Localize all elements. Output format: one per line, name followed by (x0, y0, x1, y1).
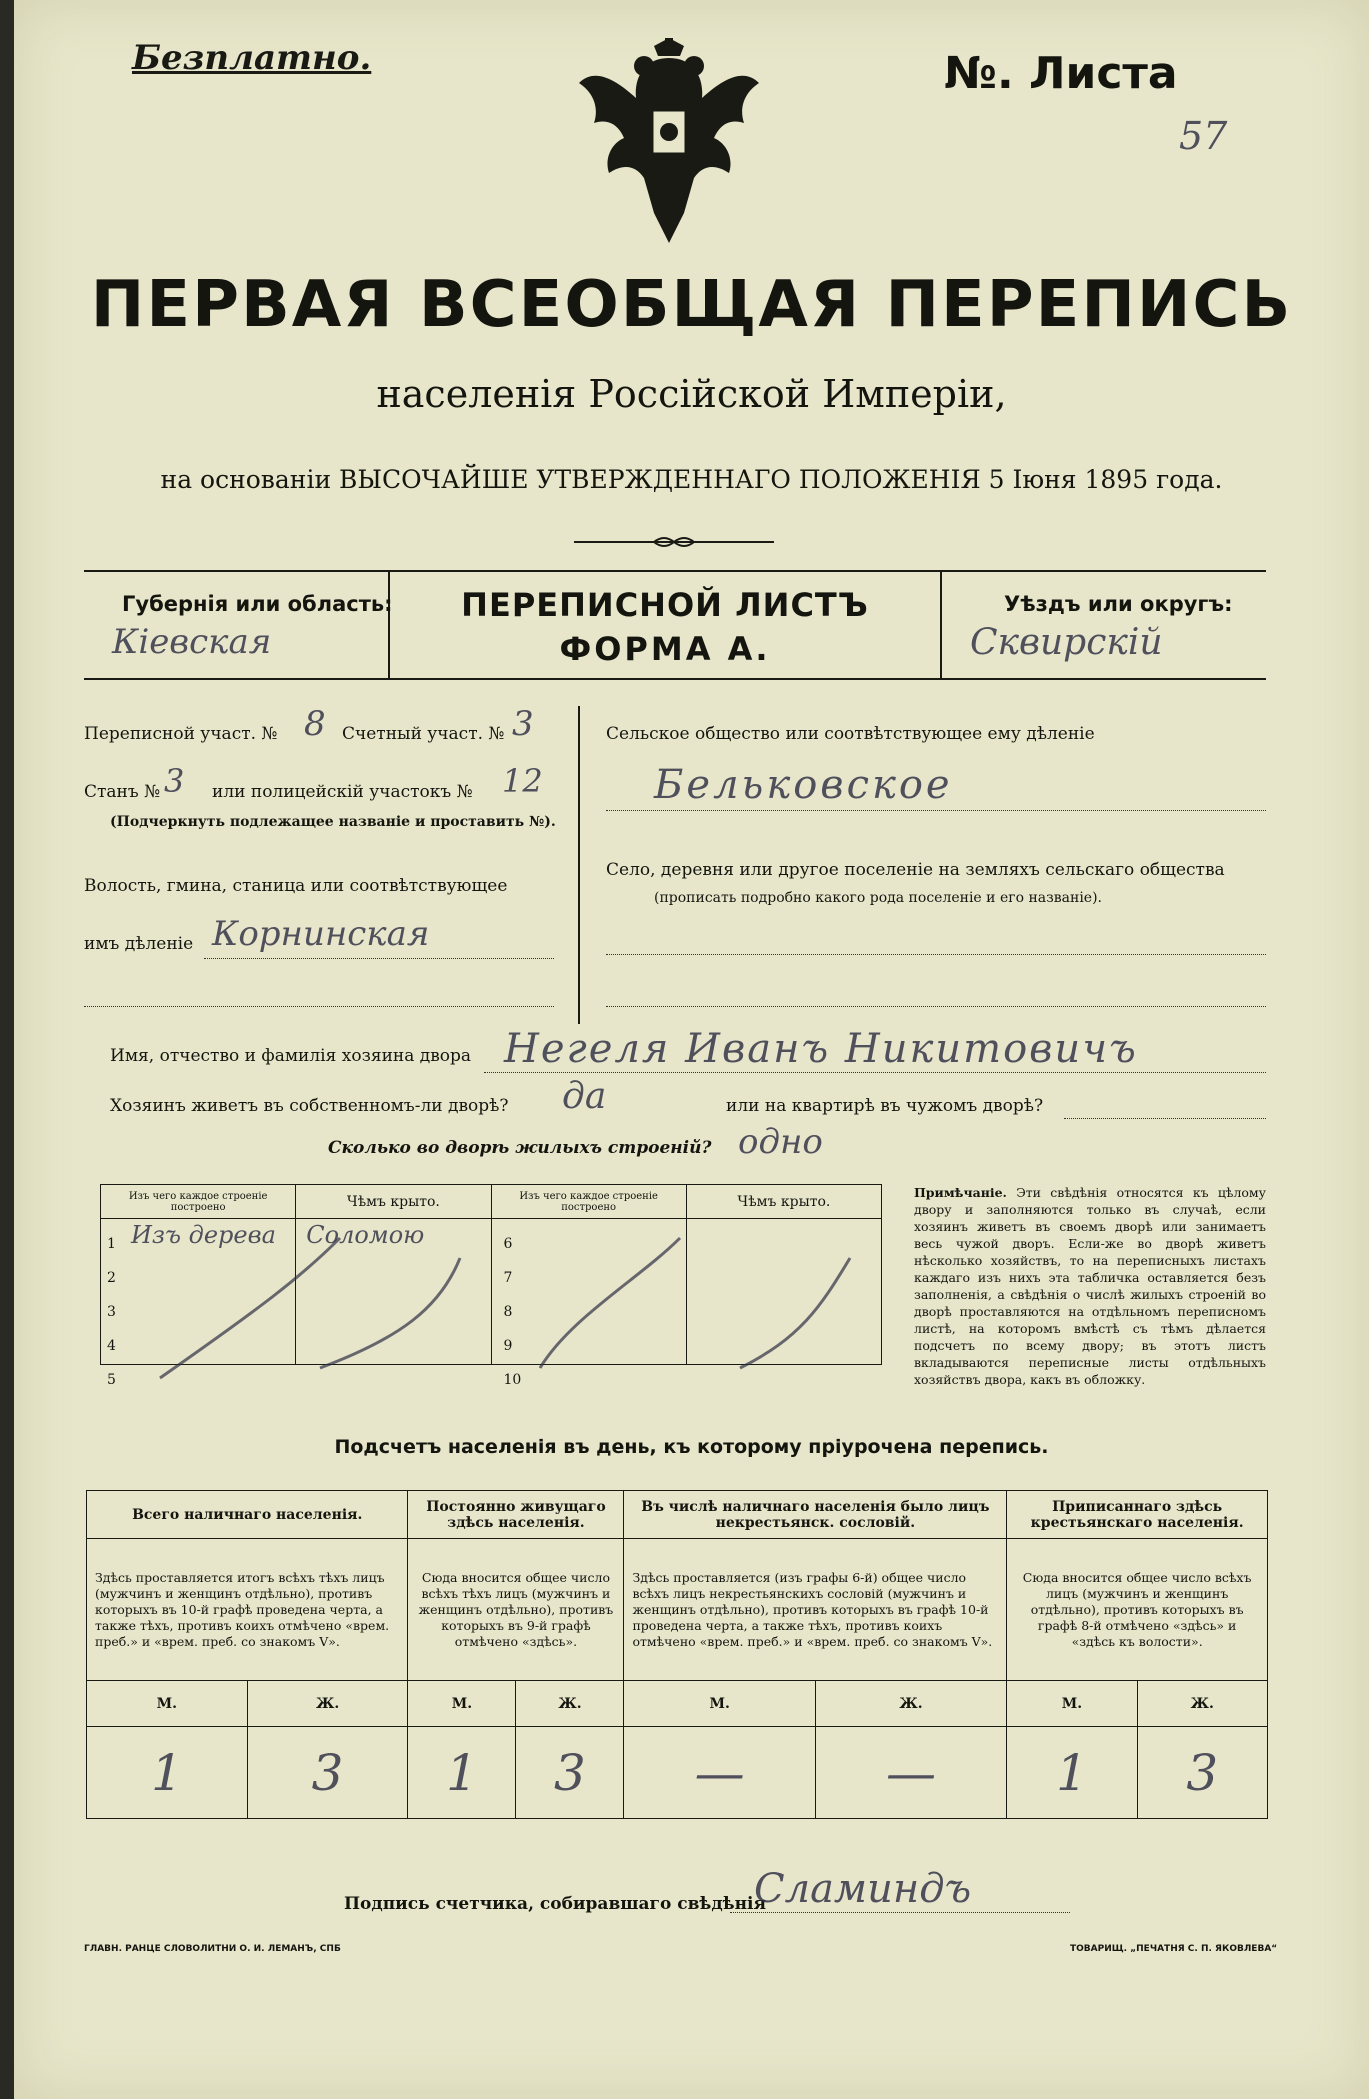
note-text: Эти свѣдѣнія относятся къ цѣлому двору и заполняются только въ случаѣ, если хозяинъ живетъ въ своемъ дворѣ или занимаетъ весь чужой дворъ. Если-же во дворѣ живетъ нѣсколько хозяйствъ, то на переписныхъ листахъ каждаго изъ нихъ эта табличка оставляется безъ заполненія, а свѣдѣнія о числѣ жилыхъ строеній во дворѣ проставляются на отдѣльномъ переписномъ листѣ, на которомъ вмѣстѣ съ тѣмъ дѣлается подсчетъ по всему двору; въ этотъ листъ вкладываются переписные листы отдѣльныхъ хозяйствъ двора, какъ въ обложку. (914, 1185, 1266, 1387)
pop-total-f: 3 (247, 1727, 408, 1819)
buildings-label: Сколько во дворѣ жилыхъ строеній? (328, 1138, 712, 1158)
population-heading: Подсчетъ населенія въ день, къ которому пріурочена перепись. (334, 1436, 1049, 1458)
volost-line (204, 958, 554, 959)
coat-of-arms-icon (574, 38, 764, 250)
col-material-left: Изъ чего каждое строеніе построено (101, 1185, 296, 1219)
col-roof-left: Чѣмъ крыто. (296, 1185, 491, 1219)
pop-total-m: 1 (87, 1727, 248, 1819)
pop-peasant-f: 3 (1137, 1727, 1267, 1819)
fields-divider (578, 706, 580, 1024)
pop-permanent-m: 1 (408, 1727, 516, 1819)
owner-label: Имя, отчество и фамилія хозяина двора (110, 1046, 472, 1066)
form-title: ПЕРЕПИСНОЙ ЛИСТЪ (461, 586, 869, 624)
pop-f-header: Ж. (516, 1681, 624, 1727)
signature-label: Подпись счетчика, собиравшаго свѣдѣнія (344, 1894, 767, 1914)
buildings-value: одно (738, 1122, 823, 1162)
row-number: 5 (107, 1372, 116, 1388)
row-number: 8 (503, 1304, 513, 1320)
row-number: 10 (503, 1372, 522, 1388)
society-value: Бельковское (654, 762, 953, 808)
strikeout-marks (100, 1218, 882, 1398)
district-value: Сквирскій (970, 622, 1163, 663)
pop-col-1-desc: Здѣсь проставляется итогъ всѣхъ тѣхъ лицъ (мужчинъ и женщинъ отдѣльно), противъ которыхъ въ 10-й графѣ проведена черта, а также тѣхъ, противъ коихъ отмѣчено «врем. преб.» и «врем. преб. со знакомъ V». (87, 1539, 408, 1681)
pop-m-header: М. (624, 1681, 815, 1727)
printer-left: ГЛАВН. РАНЦЕ СЛОВОЛИТНИ О. И. ЛЕМАНЪ, СПБ (84, 1944, 341, 1954)
page-title: ПЕРВАЯ ВСЕОБЩАЯ ПЕРЕПИСЬ (90, 268, 1293, 342)
population-table (86, 1490, 1268, 1819)
volost-line-2 (84, 1006, 554, 1007)
pop-col-2-title: Постоянно живущаго здѣсь населенія. (408, 1491, 624, 1539)
pop-f-header: Ж. (247, 1681, 408, 1727)
count-section-value: 3 (512, 704, 534, 744)
pop-col-3-title: Въ числѣ наличнаго населенія было лицъ некрестьянск. сословій. (624, 1491, 1007, 1539)
pop-nonpeasant-m: — (624, 1727, 815, 1819)
volost-label-1: Волость, гмина, станица или соотвѣтствующее (84, 876, 508, 896)
district-label: Уѣздъ или округъ: (1004, 592, 1233, 616)
sheet-number-label: №. Листа (944, 48, 1178, 99)
volost-value: Корнинская (212, 914, 430, 954)
rented-line (1064, 1118, 1266, 1119)
owner-value: Негеля Иванъ Никитовичъ (504, 1026, 1138, 1072)
stan-label: Станъ № (84, 782, 161, 802)
pop-permanent-f: 3 (516, 1727, 624, 1819)
form-box-divider-right (940, 570, 942, 680)
volost-label-2: имъ дѣленіе (84, 934, 194, 954)
row-number: 4 (107, 1338, 116, 1354)
society-line (606, 810, 1266, 811)
row-number: 7 (503, 1270, 513, 1286)
underline-note: (Подчеркнуть подлежащее названіе и проставить №). (110, 814, 556, 830)
sheet-number-value: 57 (1179, 114, 1228, 158)
form-box-top (84, 570, 1266, 572)
pop-m-header: М. (408, 1681, 516, 1727)
census-section-value: 8 (304, 704, 326, 744)
form-box-bottom (84, 678, 1266, 680)
owner-line (484, 1072, 1266, 1073)
legal-basis: на основаніи ВЫСОЧАЙШЕ УТВЕРЖДЕННАГО ПОЛОЖЕНІЯ 5 Іюня 1895 года. (160, 465, 1223, 494)
form-subtitle: ФОРМА А. (559, 630, 771, 668)
row-number: 1 (107, 1236, 116, 1252)
census-sheet (14, 0, 1369, 2099)
col-material-right: Изъ чего каждое строеніе построено (491, 1185, 686, 1219)
ornament-divider (574, 534, 774, 550)
signature-line (730, 1912, 1070, 1913)
pop-col-2-desc: Сюда вносится общее число всѣхъ тѣхъ лицъ (мужчинъ и женщинъ отдѣльно), противъ которыхъ въ 9-й графѣ отмѣчено «здѣсь». (408, 1539, 624, 1681)
col-roof-right: Чѣмъ крыто. (686, 1185, 881, 1219)
police-value: 12 (502, 762, 543, 800)
signature-value: Сламиндъ (754, 1866, 972, 1912)
pop-nonpeasant-f: — (815, 1727, 1006, 1819)
rented-label: или на квартирѣ въ чужомъ дворѣ? (726, 1096, 1044, 1116)
police-label: или полицейскій участокъ № (212, 782, 473, 802)
province-label: Губернія или область: (122, 592, 393, 616)
free-label: Безплатно. (132, 38, 372, 78)
own-yard-value: да (562, 1076, 607, 1117)
pop-f-header: Ж. (815, 1681, 1006, 1727)
pop-f-header: Ж. (1137, 1681, 1267, 1727)
count-section-label: Счетный участ. № (342, 724, 505, 744)
pop-col-1-title: Всего наличнаго населенія. (87, 1491, 408, 1539)
note-label: Примѣчаніе. (914, 1185, 1007, 1200)
row-number: 6 (503, 1236, 513, 1252)
pop-peasant-m: 1 (1007, 1727, 1137, 1819)
own-yard-label: Хозяинъ живетъ въ собственномъ-ли дворѣ? (110, 1096, 509, 1116)
society-label: Сельское общество или соотвѣтствующее ему дѣленіе (606, 724, 1095, 744)
page-subtitle: населенія Россійской Имперіи, (376, 372, 1007, 416)
pop-col-4-title: Приписаннаго здѣсь крестьянскаго населенія. (1007, 1491, 1268, 1539)
pop-m-header: М. (87, 1681, 248, 1727)
row1-roof: Соломою (306, 1221, 425, 1249)
row-number: 9 (503, 1338, 513, 1354)
village-line-1 (606, 954, 1266, 955)
row1-material: Изъ дерева (131, 1221, 276, 1249)
note (914, 1184, 1266, 1388)
village-label: Село, деревня или другое поселеніе на земляхъ сельскаго общества (606, 860, 1225, 880)
pop-m-header: М. (1007, 1681, 1137, 1727)
printer-right: ТОВАРИЩ. „ПЕЧАТНЯ С. П. ЯКОВЛЕВА“ (1070, 1944, 1278, 1954)
pop-col-3-desc: Здѣсь проставляется (изъ графы 6-й) общее число всѣхъ лицъ некрестьянскихъ сословій (мужчинъ и женщинъ отдѣльно), противъ которыхъ въ графѣ 10-й проведена черта, а также тѣхъ, противъ коихъ отмѣчено «врем. преб.» и «врем. преб. со знакомъ V». (624, 1539, 1007, 1681)
stan-value: 3 (164, 762, 185, 800)
village-line-2 (606, 1006, 1266, 1007)
census-section-label: Переписной участ. № (84, 724, 278, 744)
row-number: 2 (107, 1270, 116, 1286)
pop-col-4-desc: Сюда вносится общее число всѣхъ лицъ (мужчинъ и женщинъ отдѣльно), противъ которыхъ въ графѣ 8-й отмѣчено «здѣсь» и «здѣсь къ волости». (1007, 1539, 1268, 1681)
village-note: (прописать подробно какого рода поселеніе и его названіе). (654, 890, 1102, 906)
province-value: Кіевская (112, 622, 272, 662)
row-number: 3 (107, 1304, 116, 1320)
